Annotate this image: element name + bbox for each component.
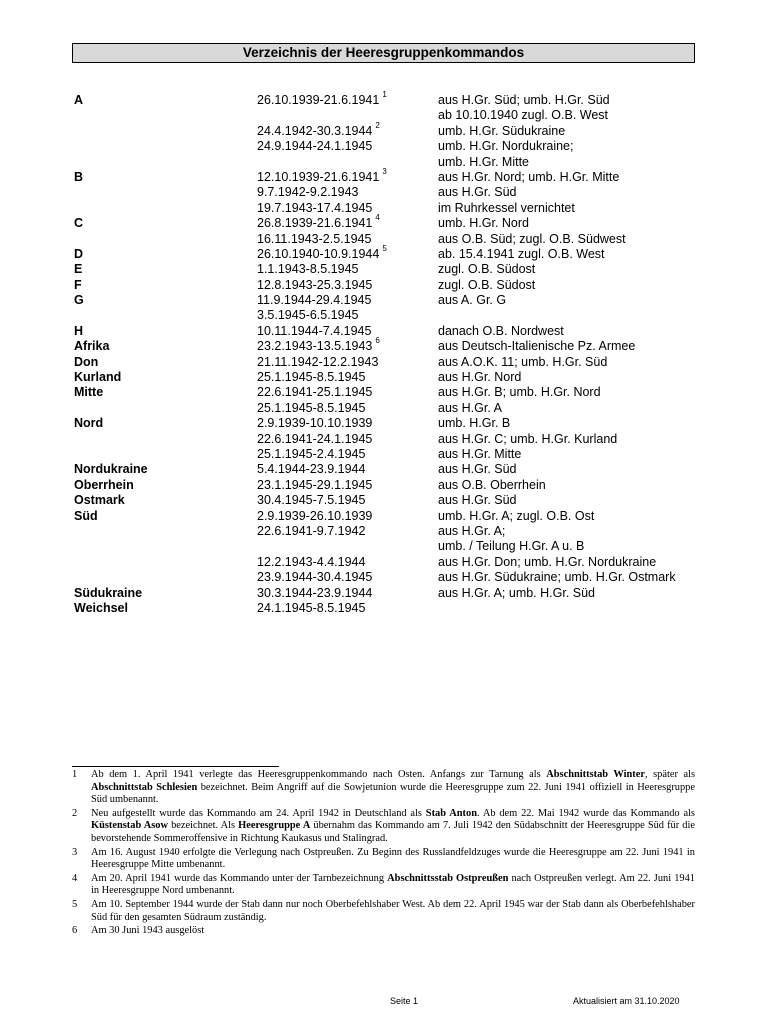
army-group-name: Don	[74, 354, 99, 369]
date-range	[257, 324, 371, 339]
remark: aus H.Gr. Nord; umb. H.Gr. Mitte	[438, 169, 620, 184]
date-range	[257, 555, 365, 570]
remark: aus H.Gr. C; umb. H.Gr. Kurland	[438, 431, 618, 446]
date-range-text: 5.4.1944-23.9.1944	[257, 462, 366, 477]
table-row	[74, 570, 724, 585]
footnote-separator	[72, 766, 279, 767]
remark: aus O.B. Süd; zugl. O.B. Südwest	[438, 231, 626, 246]
remark: aus H.Gr. Südukraine; umb. H.Gr. Ostmark	[438, 570, 676, 585]
date-range-text: 23.2.1943-13.5.1943	[257, 339, 373, 354]
remark: aus H.Gr. A	[438, 400, 502, 415]
date-range	[257, 139, 372, 154]
remark: umb. H.Gr. Südukraine	[438, 123, 566, 138]
table-row	[74, 524, 724, 539]
footnote-text: bezeichnet. Als	[168, 820, 239, 832]
date-range-text: 30.3.1944-23.9.1944	[257, 585, 373, 600]
footnote-emphasis: Abschnittstab Winter	[546, 769, 645, 780]
army-group-name: Süd	[74, 508, 98, 523]
table-row	[74, 185, 724, 200]
date-range-text: 2.9.1939-26.10.1939	[257, 508, 373, 523]
army-group-name: Mitte	[74, 385, 104, 400]
date-range-text: 16.11.1943-2.5.1945	[257, 231, 372, 246]
table-row	[74, 432, 724, 447]
army-group-table	[74, 89, 724, 616]
date-range	[257, 201, 372, 216]
date-range	[257, 293, 371, 308]
date-range	[257, 462, 365, 477]
date-range	[257, 185, 358, 200]
table-row	[74, 416, 724, 431]
date-range-text: 12.8.1943-25.3.1945	[257, 277, 373, 292]
footnote-text: Neu aufgestellt wurde das Kommando am 24. April 1942 in Deutschland als	[91, 807, 426, 819]
footnote-text: , später als	[644, 769, 695, 780]
table-row	[74, 155, 724, 170]
remark: aus H.Gr. Mitte	[438, 446, 522, 461]
footnote	[72, 847, 695, 872]
table-row	[74, 493, 724, 508]
date-range-text: 21.11.1942-12.2.1943	[257, 354, 379, 369]
table-row	[74, 108, 724, 123]
table-row	[74, 601, 724, 616]
footnote	[72, 873, 695, 898]
date-range-text: 9.7.1942-9.2.1943	[257, 185, 359, 200]
table-row	[74, 355, 724, 370]
date-range-text: 2.9.1939-10.10.1939	[257, 416, 373, 431]
table-row	[74, 89, 724, 108]
table-row	[74, 243, 724, 262]
table-row	[74, 336, 724, 354]
page-number: Seite 1	[390, 996, 419, 1006]
footnote-text: Ab dem 1. April 1941 verlegte das Heeresgruppenkommando nach Osten. Anfangs zur Tarnung als	[91, 769, 547, 780]
army-group-name: Kurland	[74, 370, 122, 385]
date-range	[257, 120, 380, 139]
remark: zugl. O.B. Südost	[438, 277, 536, 292]
remark: umb. H.Gr. B	[438, 416, 511, 431]
table-row	[74, 385, 724, 400]
army-group-name: F	[74, 277, 82, 292]
date-range-text: 25.1.1945-2.4.1945	[257, 446, 366, 461]
remark: danach O.B. Nordwest	[438, 323, 564, 338]
date-range	[257, 570, 372, 585]
date-range-text: 12.10.1939-21.6.1941	[257, 169, 380, 184]
remark: umb. H.Gr. Mitte	[438, 154, 529, 169]
footnotes	[72, 769, 695, 939]
army-group-name: C	[74, 216, 84, 231]
table-row	[74, 370, 724, 385]
footnote-text: bezeichnet. Beim Angriff auf die Sowjetunion wurde die Heeresgruppe zum 22. Juni 1941 offiziell in Heeresgruppe Süd umbenannt.	[91, 781, 695, 806]
remark: aus H.Gr. Nord	[438, 370, 522, 385]
date-range	[257, 243, 387, 262]
date-range-text: 10.11.1944-7.4.1945	[257, 323, 372, 338]
remark: aus H.Gr. Süd	[438, 185, 517, 200]
remark: ab. 15.4.1941 zugl. O.B. West	[438, 246, 605, 261]
footnote-number: 4	[72, 872, 78, 884]
footnote-text: Am 20. April 1941 wurde das Kommando unter der Tarnbezeichnung	[91, 872, 388, 884]
footnote-number: 1	[72, 769, 78, 780]
remark: ab 10.10.1940 zugl. O.B. West	[438, 108, 609, 123]
footnote	[72, 769, 695, 807]
remark: umb. H.Gr. Nordukraine;	[438, 139, 574, 154]
date-range	[257, 232, 371, 247]
army-group-name: Afrika	[74, 339, 110, 354]
date-range-text: 25.1.1945-8.5.1945	[257, 400, 366, 415]
date-range-text: 26.10.1939-21.6.1941	[257, 93, 380, 107]
date-range-text: 24.9.1944-24.1.1945	[257, 139, 373, 154]
army-group-name: Oberrhein	[74, 477, 134, 492]
remark: aus O.B. Oberrhein	[438, 477, 546, 492]
footnote-text: übernahm das Kommando am 7. Juli 1942 den Südabschnitt der Heeresgruppe Süd für die bevorstehende Sommeroffensive in Richtung Kaukasus und Stalingrad.	[91, 820, 695, 844]
document-title: Verzeichnis der Heeresgruppenkommandos	[72, 43, 695, 63]
army-group-name: A	[74, 93, 84, 107]
remark: aus H.Gr. B; umb. H.Gr. Nord	[438, 385, 601, 400]
date-range	[257, 509, 372, 524]
remark: aus H.Gr. A; umb. H.Gr. Süd	[438, 585, 596, 600]
army-group-name: G	[74, 293, 84, 308]
table-row	[74, 447, 724, 462]
date-range	[257, 478, 372, 493]
table-row	[74, 478, 724, 493]
table-row	[74, 555, 724, 570]
army-group-name: H	[74, 323, 84, 338]
date-range-text: 24.4.1942-30.3.1944	[257, 123, 373, 138]
table-row	[74, 401, 724, 416]
remark: aus A. Gr. G	[438, 293, 507, 308]
footnote-reference: 4	[375, 212, 380, 222]
remark: aus H.Gr. Süd; umb. H.Gr. Süd	[438, 93, 610, 107]
footnote-reference: 1	[382, 89, 387, 99]
date-range-text: 23.1.1945-29.1.1945	[257, 477, 373, 492]
footnote-emphasis: Stab Anton	[425, 807, 477, 819]
date-range-text: 26.8.1939-21.6.1941	[257, 216, 373, 231]
table-row	[74, 201, 724, 216]
date-range	[257, 336, 380, 354]
date-range	[257, 278, 372, 293]
army-group-name: Weichsel	[74, 600, 128, 615]
footnote-reference: 2	[375, 120, 380, 130]
remark: aus H.Gr. Don; umb. H.Gr. Nordukraine	[438, 554, 657, 569]
footnote-text: . Ab dem 22. Mai 1942 wurde das Kommando als	[476, 807, 695, 819]
table-row	[74, 232, 724, 247]
footnote-reference: 6	[375, 336, 380, 346]
army-group-name: D	[74, 246, 84, 261]
date-range-text: 26.10.1940-10.9.1944	[257, 246, 380, 261]
footnote-emphasis: Heeresgruppe A	[238, 820, 311, 832]
footnote-reference: 5	[382, 243, 387, 253]
footnote-number: 3	[72, 846, 78, 858]
date-range-text: 25.1.1945-8.5.1945	[257, 370, 366, 385]
date-range	[257, 212, 380, 231]
last-updated: Aktualisiert am 31.10.2020	[573, 996, 680, 1006]
date-range-text: 12.2.1943-4.4.1944	[257, 554, 366, 569]
footnote-emphasis: Abschnittstab Schlesien	[91, 781, 198, 793]
table-row	[74, 462, 724, 477]
remark: aus Deutsch-Italienische Pz. Armee	[438, 339, 636, 354]
footnote-text: Am 30 Juni 1943 ausgelöst	[91, 925, 205, 937]
army-group-name: E	[74, 262, 83, 277]
table-row	[74, 539, 724, 554]
date-range-text: 19.7.1943-17.4.1945	[257, 200, 373, 215]
footnote-number: 6	[72, 925, 78, 937]
table-row	[74, 324, 724, 339]
date-range	[257, 355, 378, 370]
date-range	[257, 432, 372, 447]
remark: im Ruhrkessel vernichtet	[438, 200, 575, 215]
footnote-number: 2	[72, 807, 78, 819]
table-row	[74, 308, 724, 323]
date-range-text: 22.6.1941-25.1.1945	[257, 385, 373, 400]
footnote-number: 5	[72, 898, 78, 910]
date-range	[257, 262, 358, 277]
footnote	[72, 808, 695, 846]
table-row	[74, 509, 724, 524]
remark: aus H.Gr. A;	[438, 523, 506, 538]
footnote-emphasis: Küstenstab Asow	[91, 820, 168, 832]
date-range-text: 24.1.1945-8.5.1945	[257, 600, 366, 615]
table-row	[74, 278, 724, 293]
footnote	[72, 899, 695, 924]
date-range	[257, 493, 365, 508]
date-range	[257, 416, 372, 431]
footnote-reference: 3	[382, 166, 387, 176]
remark: umb. H.Gr. A; zugl. O.B. Ost	[438, 508, 595, 523]
remark: aus H.Gr. Süd	[438, 493, 517, 508]
date-range-text: 3.5.1945-6.5.1945	[257, 308, 359, 323]
date-range-text: 30.4.1945-7.5.1945	[257, 493, 366, 508]
table-row	[74, 293, 724, 308]
footnote-emphasis: Abschnittsstab Ostpreußen	[387, 872, 509, 884]
army-group-name: Nordukraine	[74, 462, 148, 477]
remark: umb. H.Gr. Nord	[438, 216, 529, 231]
army-group-name: Nord	[74, 416, 104, 431]
footnote-text: Am 16. August 1940 erfolgte die Verlegung nach Ostpreußen. Zu Beginn des Russlandfeldzuges wurde die Heeresgruppe am 22. Juni 1941 in Heeresgruppe Mitte umbenannt.	[91, 846, 695, 871]
date-range	[257, 447, 365, 462]
date-range	[257, 370, 365, 385]
army-group-name: Ostmark	[74, 493, 125, 508]
date-range	[257, 385, 372, 400]
table-row	[74, 120, 724, 139]
date-range-text: 22.6.1941-9.7.1942	[257, 523, 366, 538]
date-range	[257, 166, 387, 185]
table-row	[74, 166, 724, 185]
date-range	[257, 524, 365, 539]
date-range-text: 1.1.1943-8.5.1945	[257, 262, 359, 277]
date-range	[257, 586, 372, 601]
date-range-text: 11.9.1944-29.4.1945	[257, 293, 372, 308]
date-range	[257, 601, 365, 616]
table-row	[74, 586, 724, 601]
remark: zugl. O.B. Südost	[438, 262, 536, 277]
army-group-name: Südukraine	[74, 585, 143, 600]
date-range	[257, 308, 358, 323]
army-group-name: B	[74, 169, 84, 184]
table-row	[74, 262, 724, 277]
date-range	[257, 401, 365, 416]
remark: aus A.O.K. 11; umb. H.Gr. Süd	[438, 354, 608, 369]
date-range-text: 23.9.1944-30.4.1945	[257, 570, 373, 585]
remark: umb. / Teilung H.Gr. A u. B	[438, 539, 585, 554]
date-range-text: 22.6.1941-24.1.1945	[257, 431, 373, 446]
footnote-text: nach Ostpreußen verlegt. Am 22. Juni 1941 in Heeresgruppe Nord umbenannt.	[91, 872, 695, 897]
date-range	[257, 89, 387, 108]
footnote	[72, 925, 695, 938]
table-row	[74, 139, 724, 154]
table-row	[74, 212, 724, 231]
remark: aus H.Gr. Süd	[438, 462, 517, 477]
footnote-text: Am 10. September 1944 wurde der Stab dann nur noch Oberbefehlshaber West. Ab dem 22. April 1945 war der Stab dann als Oberbefehlshaber Süd für den gesamten Südraum zuständig.	[91, 898, 695, 923]
